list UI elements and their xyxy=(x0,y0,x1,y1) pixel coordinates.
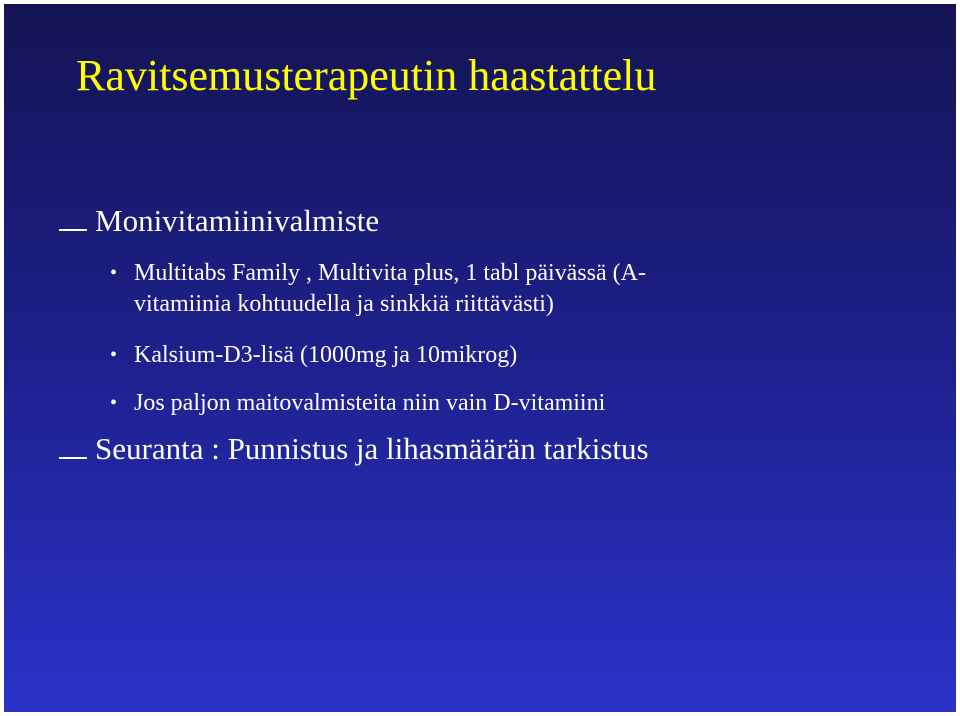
dash-bullet-icon xyxy=(59,229,87,231)
dash-bullet-icon xyxy=(59,457,87,459)
subitem-line: Multitabs Family , Multivita plus, 1 tabl päivässä (A- xyxy=(134,260,646,286)
subitem-line: Jos paljon maitovalmisteita niin vain D-vitamiini xyxy=(134,390,606,416)
item-label: Monivitamiinivalmiste xyxy=(95,203,380,238)
subitem-kalsium xyxy=(110,340,810,371)
bullet-item-seuranta xyxy=(59,432,649,466)
subitem-line: Kalsium-D3-lisä (1000mg ja 10mikrog) xyxy=(134,342,518,368)
slide-title: Ravitsemusterapeutin haastattelu xyxy=(76,51,657,100)
slide xyxy=(4,4,956,712)
subitem-multitabs xyxy=(110,258,810,320)
bullet-dot-icon: • xyxy=(110,392,118,414)
subitem-maitovalmisteet xyxy=(110,388,810,419)
bullet-dot-icon: • xyxy=(110,344,118,366)
bullet-dot-icon: • xyxy=(110,262,118,284)
bullet-item-monivitamiini xyxy=(59,204,379,238)
subitem-line: vitamiinia kohtuudella ja sinkkiä riittävästi) xyxy=(134,291,554,317)
item-label: Seuranta : Punnistus ja lihasmäärän tarkistus xyxy=(95,431,649,466)
